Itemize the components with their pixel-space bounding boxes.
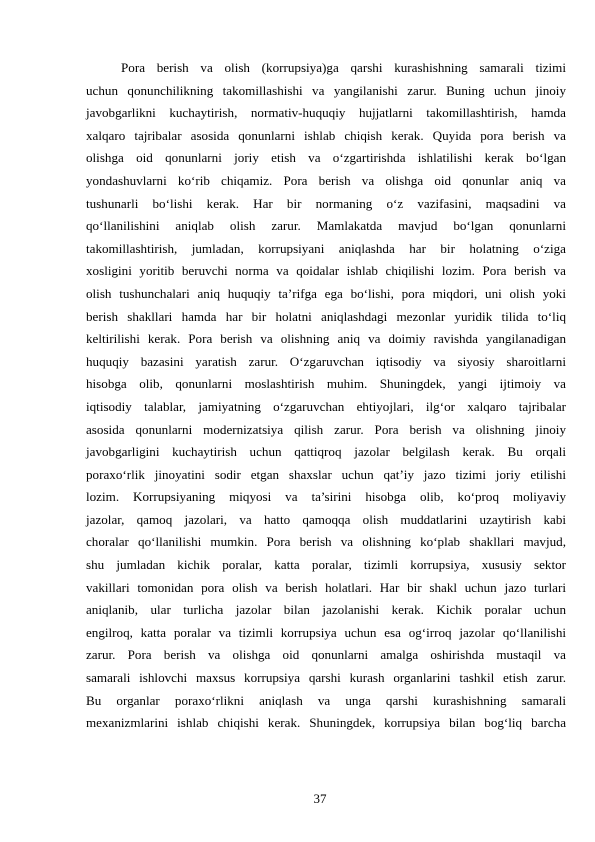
text-line: hisobga olib, qonunlarni moslashtirish muhim. Shuningdek, yangi ijtimoiy va — [86, 376, 566, 392]
text-line: javobgarlikni kuchaytirish, normativ-huquqiy hujjatlarni takomillashtirish, hamda — [86, 105, 566, 121]
text-line: olish tushunchalari aniq huquqiy ta’rifga ega bo‘lishi, pora miqdori, uni olish yoki — [86, 285, 566, 301]
text-line: takomillashtirish, jumladan, korrupsiyani aniqlashda har bir holatning o‘ziga — [86, 240, 566, 256]
text-line: javobgarligini kuchaytirish uchun qattiqroq jazolar belgilash kerak. Bu orqali — [86, 444, 566, 460]
text-line: samarali ishlovchi maxsus korrupsiya qarshi kurash organlarini tashkil etish zarur. — [86, 670, 566, 686]
text-line: uchun qonunchilikning takomillashishi va yangilanishi zarur. Buning uchun jinoiy — [86, 82, 566, 98]
text-line: tushunarli bo‘lishi kerak. Har bir normaning o‘z vazifasini, maqsadini va — [86, 195, 566, 211]
text-line: lozim. Korrupsiyaning miqyosi va ta’sirini hisobga olib, ko‘proq moliyaviy — [86, 489, 566, 505]
text-line: vakillari tomonidan pora olish va berish holatlari. Har bir shakl uchun jazo turlari — [86, 579, 566, 595]
text-line: shu jumladan kichik poralar, katta poralar, tizimli korrupsiya, xususiy sektor — [86, 557, 566, 573]
text-line: Pora berish va olish (korrupsiya)ga qarshi kurashishning samarali tizimi — [121, 60, 566, 75]
text-line: asosida qonunlarni modernizatsiya qilish zarur. Pora berish va olishning jinoiy — [86, 421, 566, 437]
text-line: xalqaro tajribalar asosida qonunlarni ishlab chiqish kerak. Quyida pora berish va — [86, 127, 566, 143]
text-line: mexanizmlarini ishlab chiqishi kerak. Shuningdek, korrupsiya bilan bog‘liq barcha — [86, 715, 566, 731]
text-line: qo‘llanilishini aniqlab olish zarur. Mamlakatda mavjud bo‘lgan qonunlarni — [86, 218, 566, 234]
text-line: engilroq, katta poralar va tizimli korrupsiya uchun esa og‘irroq jazolar qo‘llanilishi — [86, 624, 566, 640]
text-line: iqtisodiy talablar, jamiyatning o‘zgaruvchan ehtiyojlari, ilg‘or xalqaro tajribalar — [86, 398, 566, 414]
text-line: olishga oid qonunlarni joriy etish va o‘zgartirishda ishlatilishi kerak bo‘lgan — [86, 150, 566, 166]
text-line: huquqiy bazasini yaratish zarur. O‘zgaruvchan iqtisodiy va siyosiy sharoitlarni — [86, 353, 566, 369]
text-line: berish shakllari hamda har bir holatni aniqlashdagi mezonlar yuridik tilida to‘liq — [86, 308, 566, 324]
text-line: choralar qo‘llanilishi mumkin. Pora berish va olishning ko‘plab shakllari mavjud, — [86, 534, 566, 550]
text-line: poraxo‘rlik jinoyatini sodir etgan shaxslar uchun qat’iy jazo tizimi joriy etilishi — [86, 466, 566, 482]
body-paragraph — [86, 57, 566, 735]
text-line: xosligini yoritib beruvchi norma va qoidalar ishlab chiqilishi lozim. Pora berish va — [86, 263, 566, 279]
text-line: aniqlanib, ular turlicha jazolar bilan jazolanishi kerak. Kichik poralar uchun — [86, 602, 566, 618]
text-line: keltirilishi kerak. Pora berish va olishning aniq va doimiy ravishda yangilanadigan — [86, 331, 566, 347]
text-line: Bu organlar poraxo‘rlikni aniqlash va unga qarshi kurashishning samarali — [86, 692, 566, 708]
page-number: 37 — [313, 791, 327, 806]
text-line: yondashuvlarni ko‘rib chiqamiz. Pora berish va olishga oid qonunlar aniq va — [86, 172, 566, 188]
text-line: jazolar, qamoq jazolari, va hatto qamoqqa olish muddatlarini uzaytirish kabi — [86, 511, 566, 527]
text-line: zarur. Pora berish va olishga oid qonunlarni amalga oshirishda mustaqil va — [86, 647, 566, 663]
